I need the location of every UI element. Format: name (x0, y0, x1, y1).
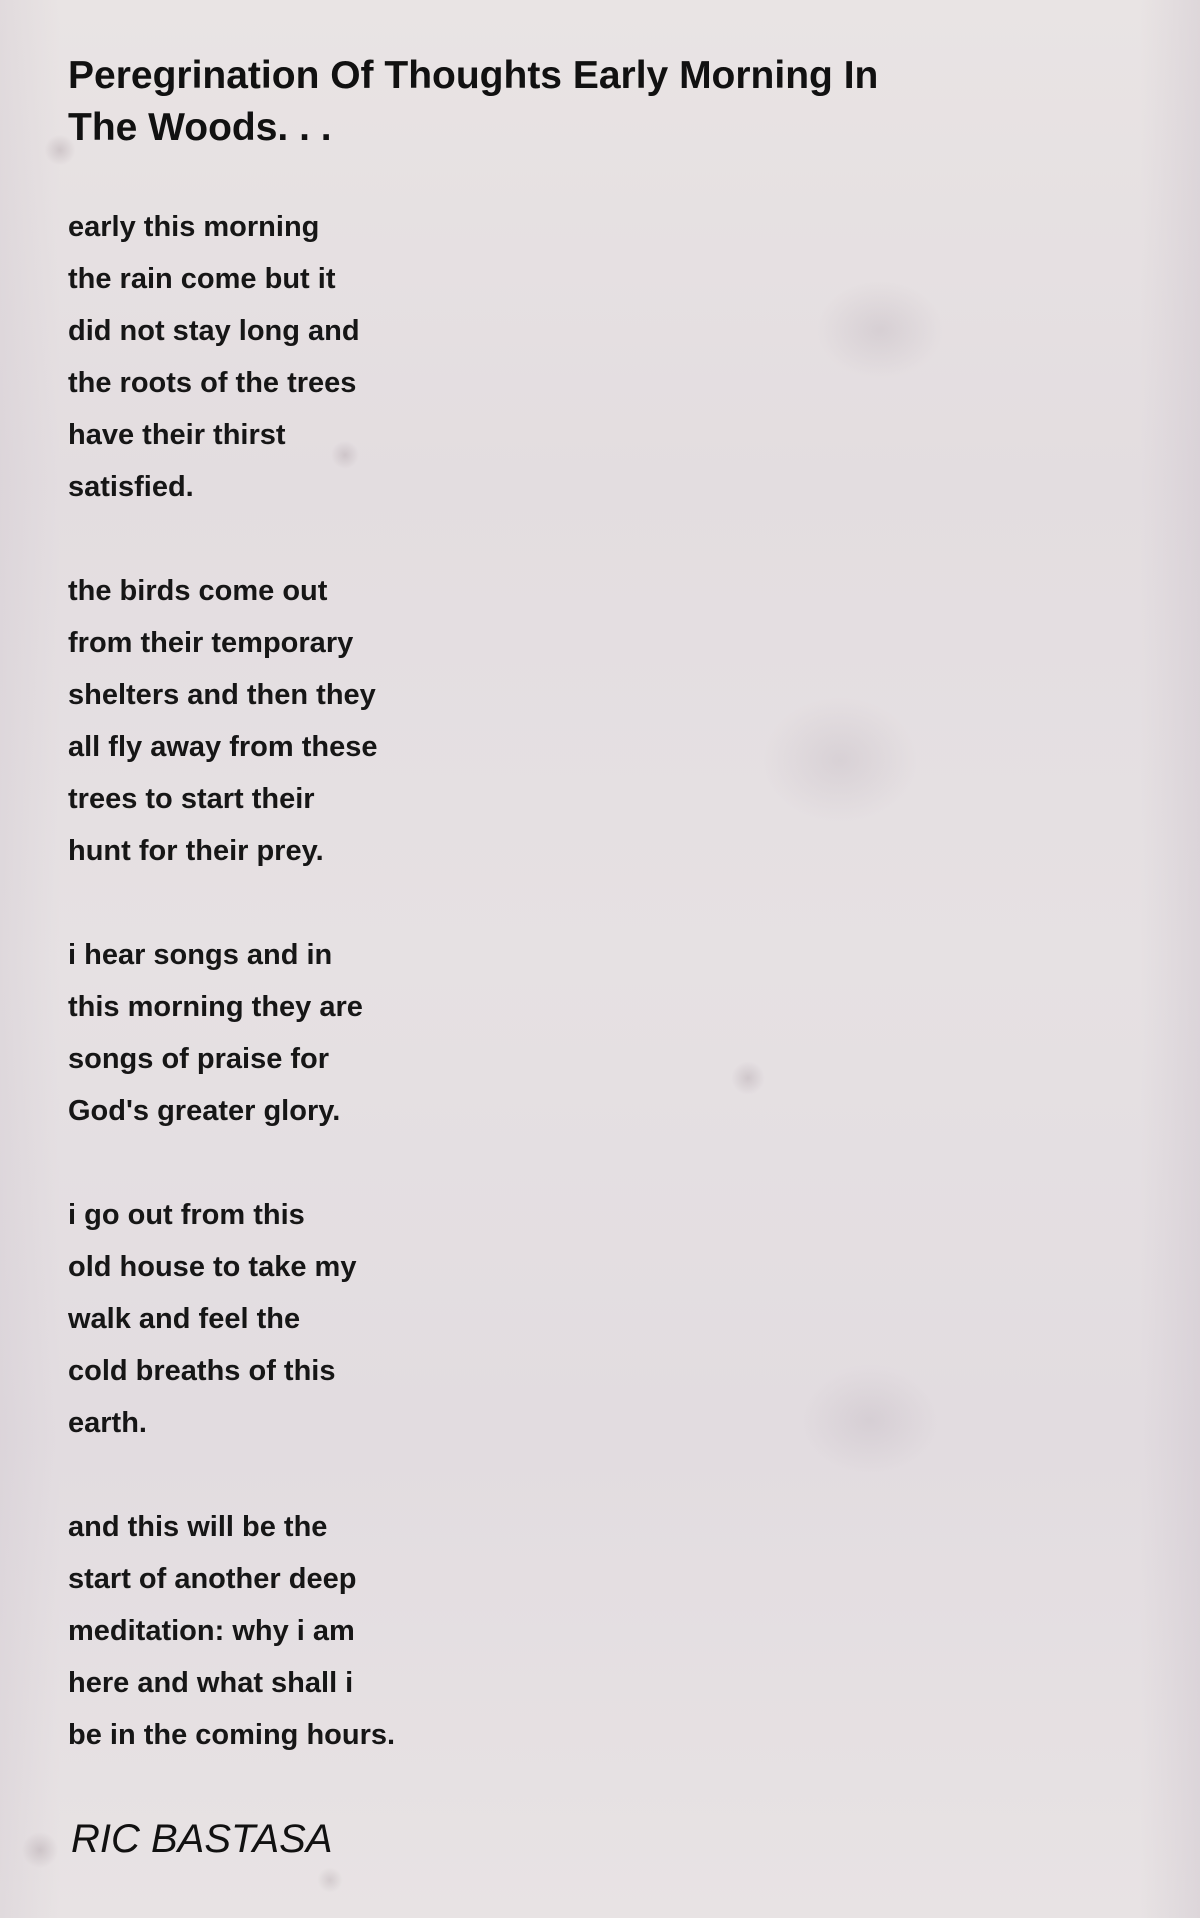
poem-line: the roots of the trees (68, 367, 357, 399)
poem-author: RIC BASTASA (71, 1817, 333, 1861)
poem-line: early this morning (68, 211, 320, 243)
poem-line: be in the coming hours. (68, 1719, 396, 1751)
poem-line: hunt for their prey. (68, 835, 324, 867)
stanza-5 (68, 1501, 1068, 1761)
poem-line: this morning they are (68, 991, 363, 1023)
poem-line: shelters and then they (68, 679, 376, 711)
poem-line: i hear songs and in (68, 939, 333, 971)
poem-line: earth. (68, 1407, 147, 1439)
poem-line: all fly away from these (68, 731, 378, 763)
poem-line: i go out from this (68, 1199, 305, 1231)
stanza-4 (68, 1189, 1068, 1449)
poem-line: the rain come but it (68, 263, 336, 295)
poem-page (68, 50, 1068, 1865)
stanza-2 (68, 565, 1068, 877)
poem-line: trees to start their (68, 783, 315, 815)
stanza-3 (68, 929, 1068, 1137)
poem-line: and this will be the (68, 1511, 328, 1543)
poem-title (68, 50, 1028, 154)
poem-line: the birds come out (68, 575, 328, 607)
poem-line: from their temporary (68, 627, 354, 659)
poem-title-line-2: The Woods. . . (68, 106, 332, 149)
poem-title-line-1: Peregrination Of Thoughts Early Morning In (68, 54, 879, 97)
poem-line: start of another deep (68, 1563, 357, 1595)
poem-line: God's greater glory. (68, 1095, 341, 1127)
poem-line: meditation: why i am (68, 1615, 355, 1647)
stanza-1 (68, 201, 1068, 513)
poem-line: here and what shall i (68, 1667, 354, 1699)
poem-line: cold breaths of this (68, 1355, 336, 1387)
poem-line: songs of praise for (68, 1043, 330, 1075)
poem-line: have their thirst (68, 419, 286, 451)
poem-line: satisfied. (68, 471, 194, 503)
poem-line: walk and feel the (68, 1303, 301, 1335)
poem-body (68, 201, 1068, 1761)
poem-line: old house to take my (68, 1251, 357, 1283)
poem-line: did not stay long and (68, 315, 360, 347)
